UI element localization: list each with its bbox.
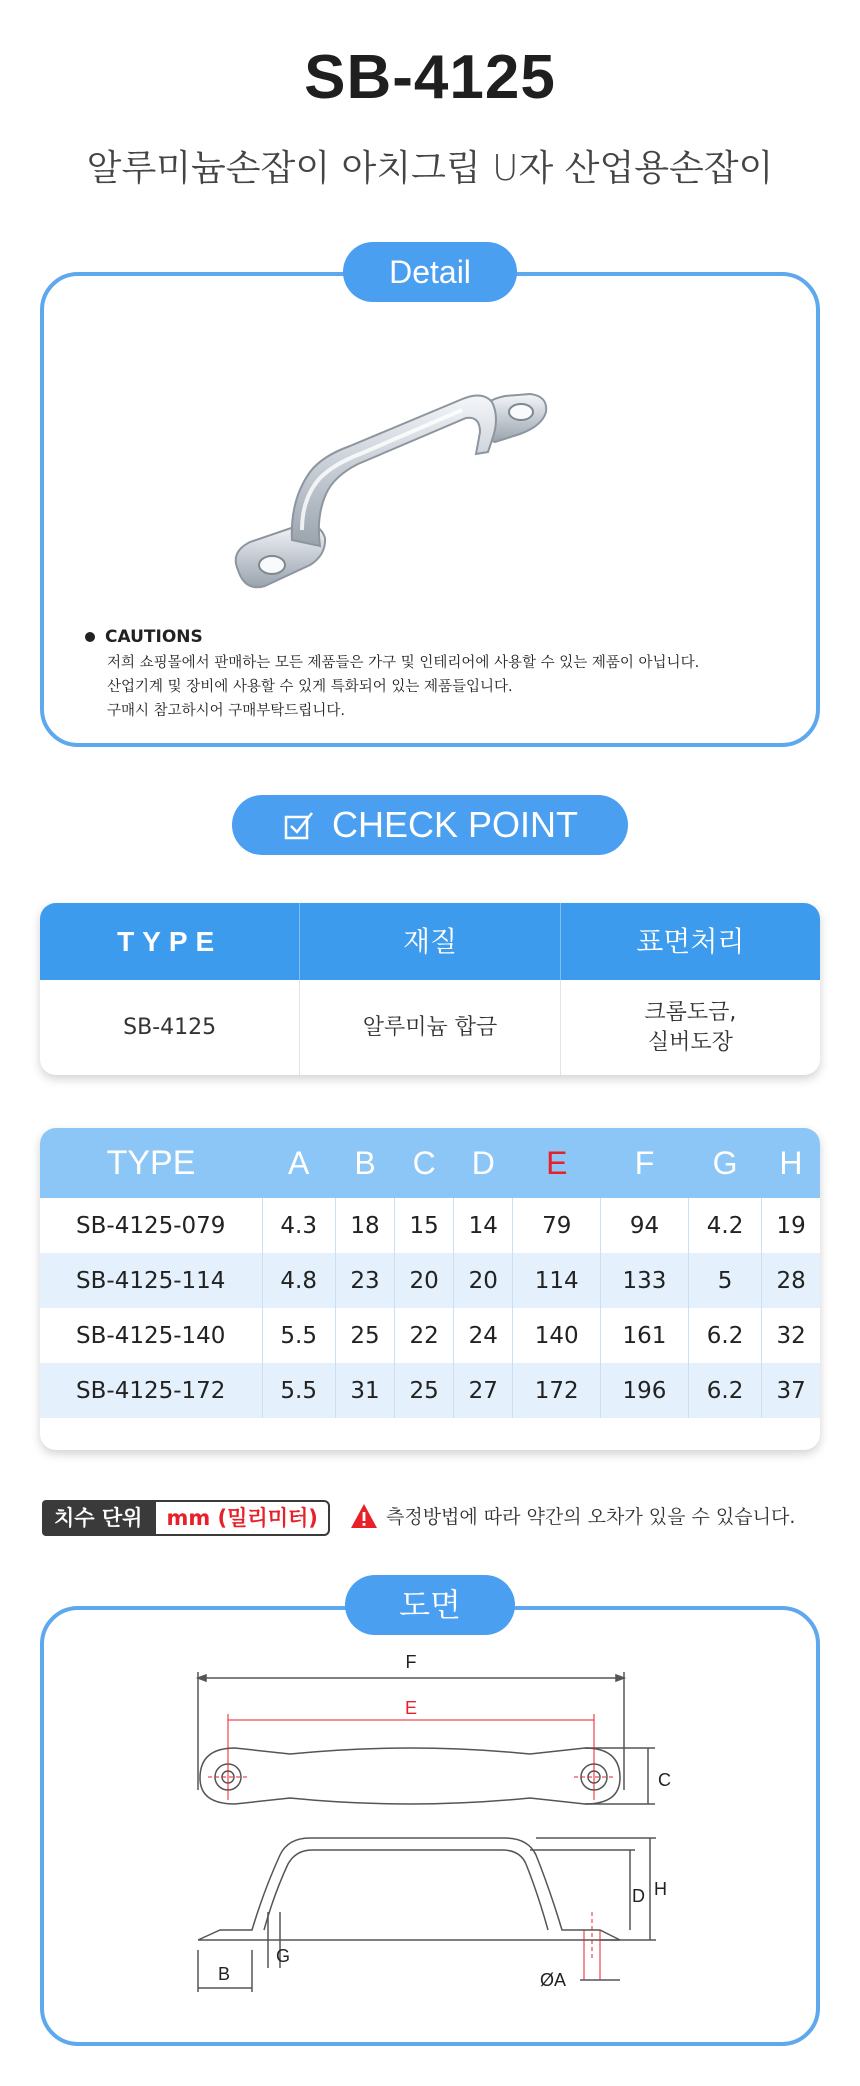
table-cell-value: 14 bbox=[454, 1198, 513, 1253]
dimension-header-row bbox=[40, 1128, 820, 1198]
table-cell-value: 25 bbox=[395, 1363, 454, 1418]
dim-header-e: E bbox=[513, 1128, 601, 1198]
table-cell-value: 79 bbox=[513, 1198, 601, 1253]
table-cell-value: 20 bbox=[454, 1253, 513, 1308]
table-cell-value: 140 bbox=[513, 1308, 601, 1363]
drawing-label: 도면 bbox=[345, 1575, 515, 1635]
table-row bbox=[40, 1253, 820, 1308]
table-cell-value: 19 bbox=[762, 1198, 820, 1253]
dim-header-h: H bbox=[762, 1128, 820, 1198]
dim-label-h: H bbox=[654, 1879, 667, 1899]
table-cell-value: 22 bbox=[395, 1308, 454, 1363]
caution-line: 산업기계 및 장비에 사용할 수 있게 특화되어 있는 제품들입니다. bbox=[107, 679, 513, 695]
dim-header-f: F bbox=[601, 1128, 689, 1198]
table-cell-type: SB-4125-140 bbox=[76, 1322, 226, 1349]
table-cell-value: 5.5 bbox=[262, 1363, 335, 1418]
table-cell-value: 6.2 bbox=[688, 1308, 761, 1363]
dim-label-f: F bbox=[405, 1652, 417, 1672]
spec-table-row bbox=[40, 980, 820, 1075]
dim-label-d: D bbox=[632, 1886, 645, 1906]
warning-icon bbox=[350, 1503, 378, 1529]
table-cell-value: 5.5 bbox=[262, 1308, 335, 1363]
dimension-table bbox=[40, 1128, 820, 1450]
cautions-block bbox=[85, 625, 785, 723]
table-cell-value: 4.2 bbox=[688, 1198, 761, 1253]
caution-line: 구매시 참고하시어 구매부탁드립니다. bbox=[107, 703, 345, 719]
spec-header-finish: 표면처리 bbox=[636, 925, 745, 958]
table-cell-value: 5 bbox=[688, 1253, 761, 1308]
bullet-icon bbox=[85, 632, 95, 642]
spec-cell-type: SB-4125 bbox=[40, 980, 300, 1075]
table-cell-value: 94 bbox=[601, 1198, 689, 1253]
dim-label-g: G bbox=[276, 1946, 291, 1966]
spec-table-header bbox=[40, 903, 820, 980]
table-row bbox=[40, 1363, 820, 1418]
dim-label-e: E bbox=[404, 1698, 418, 1718]
table-cell-value: 196 bbox=[601, 1363, 689, 1418]
product-subtitle: 알루미늄손잡이 아치그립 U자 산업용손잡이 bbox=[86, 148, 774, 189]
table-cell-value: 31 bbox=[335, 1363, 394, 1418]
dim-header-type: TYPE bbox=[40, 1128, 262, 1198]
table-row bbox=[40, 1198, 820, 1253]
spec-table bbox=[40, 903, 820, 1075]
warning-text: 측정방법에 따라 약간의 오차가 있을 수 있습니다. bbox=[386, 1506, 796, 1528]
caution-line: 저희 쇼핑몰에서 판매하는 모든 제품들은 가구 및 인테리어에 사용할 수 있는 제품이 아닙니다. bbox=[107, 655, 700, 671]
table-cell-type: SB-4125-114 bbox=[40, 1253, 262, 1308]
check-point-text: CHECK POINT bbox=[331, 804, 579, 845]
table-cell-value: 4.3 bbox=[262, 1198, 335, 1253]
table-cell-value: 6.2 bbox=[688, 1363, 761, 1418]
table-cell-value: 23 bbox=[335, 1253, 394, 1308]
table-cell-value: 15 bbox=[395, 1198, 454, 1253]
unit-note bbox=[42, 1500, 330, 1536]
unit-label: 치수 단위 bbox=[42, 1500, 154, 1536]
table-cell-type: SB-4125-079 bbox=[76, 1212, 226, 1239]
table-cell-type: SB-4125-172 bbox=[40, 1363, 262, 1418]
table-cell-value: 18 bbox=[335, 1198, 394, 1253]
dim-header-a: A bbox=[262, 1128, 335, 1198]
product-title: SB-4125 bbox=[304, 43, 556, 112]
dim-header-c: C bbox=[395, 1128, 454, 1198]
table-row bbox=[40, 1308, 820, 1363]
table-cell-value: 114 bbox=[513, 1253, 601, 1308]
dim-header-g: G bbox=[688, 1128, 761, 1198]
dim-header-d: D bbox=[454, 1128, 513, 1198]
table-cell-value: 161 bbox=[601, 1308, 689, 1363]
spec-header-type: TYPE bbox=[40, 903, 300, 980]
unit-value: mm (밀리미터) bbox=[154, 1500, 329, 1536]
table-cell-value: 4.8 bbox=[262, 1253, 335, 1308]
dim-label-b: B bbox=[218, 1964, 231, 1984]
table-cell-value: 37 bbox=[762, 1363, 820, 1418]
dim-label-c: C bbox=[658, 1770, 671, 1790]
dim-label-a: ØA bbox=[540, 1970, 567, 1990]
measurement-warning bbox=[350, 1502, 795, 1529]
checkbox-icon bbox=[282, 808, 316, 842]
table-cell-value: 133 bbox=[601, 1253, 689, 1308]
detail-label: Detail bbox=[343, 242, 517, 302]
table-cell-value: 24 bbox=[454, 1308, 513, 1363]
spec-cell-finish: 크롬도금, 실버도장 bbox=[644, 999, 737, 1055]
cautions-title: CAUTIONS bbox=[105, 627, 203, 647]
table-cell-value: 32 bbox=[762, 1308, 820, 1363]
product-image bbox=[230, 360, 640, 610]
table-cell-value: 172 bbox=[513, 1363, 601, 1418]
table-cell-value: 27 bbox=[454, 1363, 513, 1418]
dim-header-b: B bbox=[335, 1128, 394, 1198]
table-cell-value: 25 bbox=[335, 1308, 394, 1363]
technical-drawing bbox=[180, 1650, 700, 2005]
table-cell-value: 28 bbox=[762, 1253, 820, 1308]
spec-header-material: 재질 bbox=[300, 903, 560, 980]
table-cell-value: 20 bbox=[395, 1253, 454, 1308]
check-point-label bbox=[232, 795, 628, 855]
spec-cell-material: 알루미늄 합금 bbox=[300, 980, 560, 1075]
